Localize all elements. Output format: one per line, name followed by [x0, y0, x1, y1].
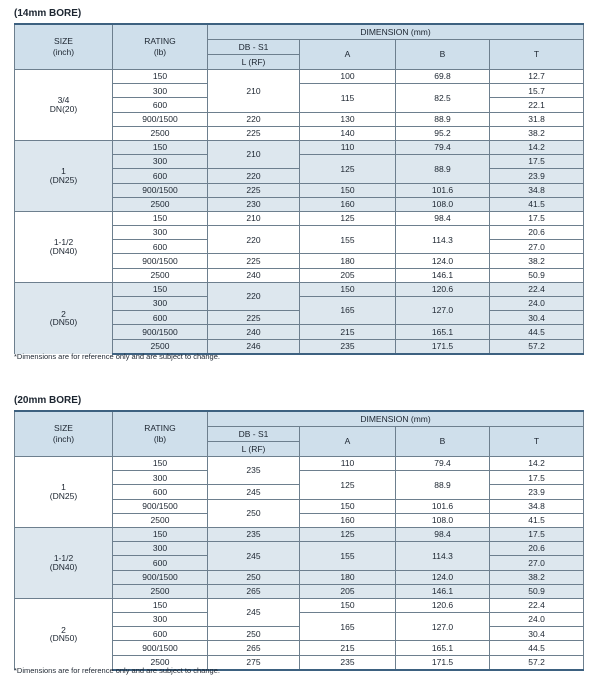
rating-cell: 2500 [113, 584, 208, 598]
table-row [15, 282, 584, 296]
a-cell: 155 [300, 226, 396, 254]
header-b: B [396, 40, 490, 70]
t-cell: 44.5 [490, 641, 584, 655]
a-cell: 110 [300, 140, 396, 154]
a-cell: 110 [300, 457, 396, 471]
t-cell: 41.5 [490, 513, 584, 527]
a-cell: 125 [300, 211, 396, 225]
l-rf-cell: 225 [208, 183, 300, 197]
t-cell: 57.2 [490, 339, 584, 354]
a-cell: 165 [300, 613, 396, 641]
l-rf-cell: 235 [208, 457, 300, 485]
header-dimension: DIMENSION (mm) [208, 24, 584, 40]
size-dn: (DN25) [49, 174, 78, 185]
header-a: A [300, 427, 396, 457]
l-rf-cell: 210 [208, 140, 300, 168]
rating-cell: 300 [113, 542, 208, 556]
size-dn: (DN25) [49, 490, 78, 501]
b-cell: 69.8 [396, 70, 490, 84]
header-rating-unit: (lb) [153, 47, 167, 57]
header-size-label: SIZE [54, 423, 73, 434]
a-cell: 150 [300, 598, 396, 612]
l-rf-cell: 235 [208, 527, 300, 541]
t-cell: 22.4 [490, 282, 584, 296]
rating-cell: 150 [113, 70, 208, 84]
t-cell: 30.4 [490, 627, 584, 641]
size-dn: (DN40) [49, 561, 78, 572]
table-header [15, 24, 584, 70]
size-cell [15, 211, 113, 282]
t-cell: 27.0 [490, 240, 584, 254]
l-rf-cell: 220 [208, 169, 300, 183]
table-row [15, 457, 584, 471]
l-rf-cell: 210 [208, 211, 300, 225]
table-title-20mm: (20mm BORE) [14, 395, 82, 406]
rating-cell: 900/1500 [113, 499, 208, 513]
a-cell: 100 [300, 70, 396, 84]
t-cell: 50.9 [490, 268, 584, 282]
t-cell: 22.1 [490, 98, 584, 112]
rating-cell: 150 [113, 457, 208, 471]
rating-cell: 150 [113, 282, 208, 296]
t-cell: 12.7 [490, 70, 584, 84]
a-cell: 205 [300, 584, 396, 598]
size-value: 1-1/2 [53, 237, 74, 248]
b-cell: 146.1 [396, 268, 490, 282]
rating-cell: 2500 [113, 268, 208, 282]
rating-cell: 150 [113, 140, 208, 154]
size-value: 1 [61, 482, 66, 493]
b-cell: 98.4 [396, 527, 490, 541]
b-cell: 114.3 [396, 542, 490, 570]
t-cell: 17.5 [490, 527, 584, 541]
l-rf-cell: 250 [208, 499, 300, 527]
t-cell: 22.4 [490, 598, 584, 612]
header-dimension: DIMENSION (mm) [208, 411, 584, 427]
b-cell: 124.0 [396, 254, 490, 268]
t-cell: 44.5 [490, 325, 584, 339]
l-rf-cell: 245 [208, 485, 300, 499]
t-cell: 20.6 [490, 542, 584, 556]
size-cell [15, 457, 113, 528]
t-cell: 17.5 [490, 211, 584, 225]
b-cell: 108.0 [396, 197, 490, 211]
rating-cell: 300 [113, 471, 208, 485]
a-cell: 215 [300, 641, 396, 655]
a-cell: 180 [300, 254, 396, 268]
t-cell: 15.7 [490, 84, 584, 98]
size-dn: (DN50) [49, 633, 78, 644]
l-rf-cell: 225 [208, 254, 300, 268]
a-cell: 150 [300, 183, 396, 197]
b-cell: 88.9 [396, 112, 490, 126]
l-rf-cell: 230 [208, 197, 300, 211]
reference-note: *Dimensions are for reference only and are subject to change. [14, 352, 220, 361]
header-b: B [396, 427, 490, 457]
t-cell: 38.2 [490, 126, 584, 140]
l-rf-cell: 220 [208, 282, 300, 310]
rating-cell: 600 [113, 627, 208, 641]
header-rating-unit: (lb) [153, 434, 167, 444]
b-cell: 88.9 [396, 471, 490, 499]
header-size-label: SIZE [54, 36, 73, 47]
rating-cell: 2500 [113, 197, 208, 211]
a-cell: 150 [300, 282, 396, 296]
rating-cell: 2500 [113, 655, 208, 670]
t-cell: 24.0 [490, 613, 584, 627]
header-size-unit: (inch) [52, 47, 75, 57]
size-value: 2 [61, 624, 66, 635]
size-dn: (DN50) [49, 317, 78, 328]
l-rf-cell: 250 [208, 627, 300, 641]
rating-cell: 2500 [113, 126, 208, 140]
table-row [15, 527, 584, 541]
b-cell: 127.0 [396, 613, 490, 641]
rating-cell: 600 [113, 169, 208, 183]
l-rf-cell: 275 [208, 655, 300, 670]
b-cell: 95.2 [396, 126, 490, 140]
rating-cell: 900/1500 [113, 183, 208, 197]
rating-cell: 600 [113, 485, 208, 499]
rating-cell: 900/1500 [113, 570, 208, 584]
a-cell: 160 [300, 513, 396, 527]
rating-cell: 300 [113, 155, 208, 169]
size-value: 2 [61, 308, 66, 319]
rating-cell: 900/1500 [113, 254, 208, 268]
header-db-s1: DB - S1 [208, 427, 300, 442]
b-cell: 98.4 [396, 211, 490, 225]
rating-cell: 300 [113, 226, 208, 240]
header-size [15, 24, 113, 70]
rating-cell: 150 [113, 527, 208, 541]
rating-cell: 150 [113, 211, 208, 225]
table-row [15, 70, 584, 84]
header-rating-label: RATING [144, 36, 176, 47]
l-rf-cell: 210 [208, 70, 300, 113]
t-cell: 23.9 [490, 485, 584, 499]
b-cell: 171.5 [396, 655, 490, 670]
rating-cell: 900/1500 [113, 641, 208, 655]
rating-cell: 600 [113, 240, 208, 254]
b-cell: 88.9 [396, 155, 490, 183]
a-cell: 235 [300, 339, 396, 354]
a-cell: 125 [300, 471, 396, 499]
size-cell [15, 598, 113, 669]
b-cell: 114.3 [396, 226, 490, 254]
l-rf-cell: 225 [208, 311, 300, 325]
b-cell: 127.0 [396, 297, 490, 325]
l-rf-cell: 240 [208, 268, 300, 282]
l-rf-cell: 220 [208, 226, 300, 254]
b-cell: 146.1 [396, 584, 490, 598]
header-rating [113, 24, 208, 70]
b-cell: 165.1 [396, 325, 490, 339]
table-header [15, 411, 584, 457]
a-cell: 180 [300, 570, 396, 584]
l-rf-cell: 245 [208, 542, 300, 570]
rating-cell: 300 [113, 613, 208, 627]
header-l-rf: L (RF) [208, 55, 300, 70]
b-cell: 108.0 [396, 513, 490, 527]
table-row [15, 211, 584, 225]
a-cell: 130 [300, 112, 396, 126]
b-cell: 79.4 [396, 457, 490, 471]
size-value: 1 [61, 166, 66, 177]
size-cell [15, 282, 113, 353]
b-cell: 79.4 [396, 140, 490, 154]
t-cell: 20.6 [490, 226, 584, 240]
b-cell: 165.1 [396, 641, 490, 655]
a-cell: 215 [300, 325, 396, 339]
t-cell: 41.5 [490, 197, 584, 211]
l-rf-cell: 220 [208, 112, 300, 126]
header-rating-label: RATING [144, 423, 176, 434]
t-cell: 14.2 [490, 140, 584, 154]
a-cell: 165 [300, 297, 396, 325]
header-db-s1: DB - S1 [208, 40, 300, 55]
a-cell: 125 [300, 155, 396, 183]
size-value: 1-1/2 [53, 553, 74, 564]
header-t: T [490, 427, 584, 457]
a-cell: 140 [300, 126, 396, 140]
dimension-table-14mm-bore [14, 23, 584, 355]
table-row [15, 598, 584, 612]
t-cell: 17.5 [490, 471, 584, 485]
l-rf-cell: 225 [208, 126, 300, 140]
t-cell: 34.8 [490, 183, 584, 197]
a-cell: 160 [300, 197, 396, 211]
t-cell: 57.2 [490, 655, 584, 670]
header-rating [113, 411, 208, 457]
t-cell: 17.5 [490, 155, 584, 169]
t-cell: 38.2 [490, 254, 584, 268]
header-size-unit: (inch) [52, 434, 75, 444]
t-cell: 34.8 [490, 499, 584, 513]
size-dn: DN(20) [49, 103, 78, 114]
a-cell: 125 [300, 527, 396, 541]
rating-cell: 900/1500 [113, 112, 208, 126]
b-cell: 82.5 [396, 84, 490, 112]
b-cell: 101.6 [396, 183, 490, 197]
t-cell: 31.8 [490, 112, 584, 126]
b-cell: 120.6 [396, 598, 490, 612]
reference-note: *Dimensions are for reference only and are subject to change. [14, 666, 220, 675]
size-cell [15, 527, 113, 598]
rating-cell: 600 [113, 98, 208, 112]
rating-cell: 2500 [113, 339, 208, 354]
b-cell: 124.0 [396, 570, 490, 584]
table-row [15, 140, 584, 154]
rating-cell: 600 [113, 556, 208, 570]
t-cell: 27.0 [490, 556, 584, 570]
t-cell: 23.9 [490, 169, 584, 183]
rating-cell: 300 [113, 297, 208, 311]
size-value: 3/4 [57, 95, 70, 106]
t-cell: 30.4 [490, 311, 584, 325]
header-l-rf: L (RF) [208, 442, 300, 457]
rating-cell: 2500 [113, 513, 208, 527]
a-cell: 155 [300, 542, 396, 570]
dimension-table-20mm-bore [14, 410, 584, 671]
rating-cell: 300 [113, 84, 208, 98]
header-size [15, 411, 113, 457]
t-cell: 50.9 [490, 584, 584, 598]
rating-cell: 900/1500 [113, 325, 208, 339]
l-rf-cell: 240 [208, 325, 300, 339]
t-cell: 14.2 [490, 457, 584, 471]
b-cell: 120.6 [396, 282, 490, 296]
a-cell: 115 [300, 84, 396, 112]
l-rf-cell: 245 [208, 598, 300, 626]
a-cell: 205 [300, 268, 396, 282]
t-cell: 24.0 [490, 297, 584, 311]
b-cell: 171.5 [396, 339, 490, 354]
a-cell: 150 [300, 499, 396, 513]
l-rf-cell: 265 [208, 641, 300, 655]
b-cell: 101.6 [396, 499, 490, 513]
rating-cell: 150 [113, 598, 208, 612]
size-dn: (DN40) [49, 245, 78, 256]
header-a: A [300, 40, 396, 70]
t-cell: 38.2 [490, 570, 584, 584]
l-rf-cell: 265 [208, 584, 300, 598]
l-rf-cell: 246 [208, 339, 300, 354]
rating-cell: 600 [113, 311, 208, 325]
header-t: T [490, 40, 584, 70]
a-cell: 235 [300, 655, 396, 670]
table-title-14mm: (14mm BORE) [14, 8, 82, 19]
l-rf-cell: 250 [208, 570, 300, 584]
size-cell [15, 70, 113, 141]
size-cell [15, 140, 113, 211]
